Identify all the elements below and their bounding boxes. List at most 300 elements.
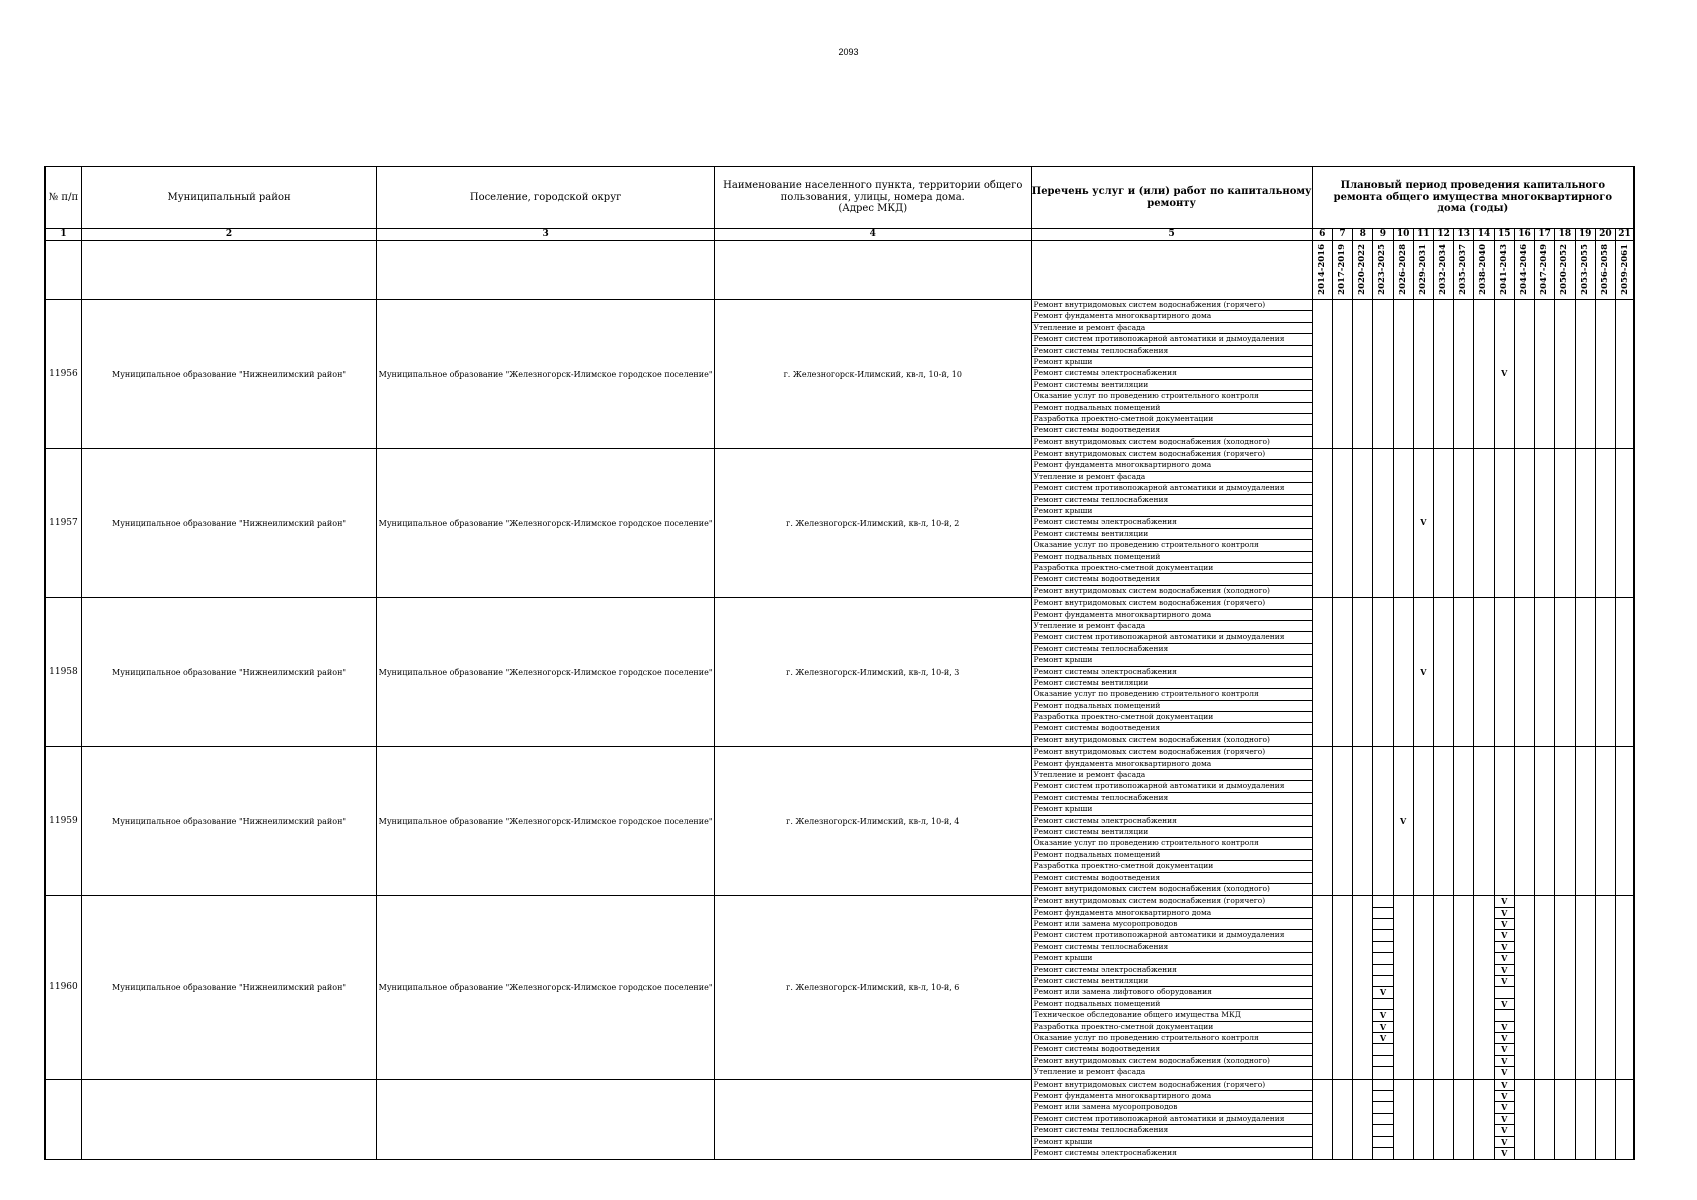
period-subcell xyxy=(1313,942,1332,953)
period-subcell xyxy=(1353,850,1372,861)
period-subcell xyxy=(1373,380,1392,391)
period-subcell xyxy=(1535,861,1554,872)
period-subcell xyxy=(1555,930,1574,941)
period-subcell xyxy=(1353,483,1372,494)
period-subcell xyxy=(1373,793,1392,804)
period-subcell xyxy=(1394,346,1413,357)
period-subcell xyxy=(1454,678,1473,689)
period-subcell xyxy=(1394,610,1413,621)
period-subcell xyxy=(1495,506,1514,517)
period-subcell xyxy=(1434,495,1453,506)
period-subcell xyxy=(1535,574,1554,585)
period-subcell xyxy=(1313,380,1332,391)
work-item: Ремонт фундамента многоквартирного дома xyxy=(1032,908,1312,919)
work-item: Ремонт крыши xyxy=(1032,655,1312,666)
period-subcell xyxy=(1333,425,1352,436)
period-subcell xyxy=(1414,747,1433,758)
period-subcell xyxy=(1313,425,1332,436)
period-subcell xyxy=(1596,942,1615,953)
period-subcell xyxy=(1596,552,1615,563)
period-subcell xyxy=(1373,472,1392,483)
period-subcell xyxy=(1353,896,1372,907)
period-subcell xyxy=(1535,1056,1554,1067)
period-subcell xyxy=(1596,311,1615,322)
period-subcell xyxy=(1596,1067,1615,1078)
period-subcell xyxy=(1414,357,1433,368)
period-subcell xyxy=(1596,323,1615,334)
period-subcell xyxy=(1353,598,1372,609)
period-subcell xyxy=(1535,712,1554,723)
period-subcell xyxy=(1313,334,1332,345)
period-subcell xyxy=(1555,1114,1574,1125)
period-subcell xyxy=(1394,483,1413,494)
header-period: Плановый период проведения капитального ремонта общего имущества многоквартирного дома (годы) xyxy=(1312,167,1634,229)
record-settlement: Муниципальное образование "Железногорск-Илимское городское поселение" xyxy=(377,598,715,747)
period-subcell xyxy=(1313,1080,1332,1091)
period-subcell xyxy=(1474,506,1493,517)
period-subcell xyxy=(1596,380,1615,391)
period-subcell xyxy=(1454,1091,1473,1102)
record-row xyxy=(45,747,1634,896)
period-subcell xyxy=(1596,414,1615,425)
period-subcell xyxy=(1333,861,1352,872)
period-subcell xyxy=(1576,368,1595,379)
period-subcell xyxy=(1616,930,1633,941)
period-subcell xyxy=(1616,517,1633,528)
period-subcell xyxy=(1454,563,1473,574)
period-subcell xyxy=(1414,735,1433,746)
period-subcell xyxy=(1454,1125,1473,1136)
period-subcell xyxy=(1495,391,1514,402)
period-subcell xyxy=(1616,621,1633,632)
period-subcell xyxy=(1515,1114,1534,1125)
period-subcell xyxy=(1454,701,1473,712)
schedule-mark: V xyxy=(1501,368,1508,379)
period-subcell xyxy=(1313,861,1332,872)
period-subcell xyxy=(1353,506,1372,517)
period-subcell xyxy=(1454,425,1473,436)
period-subcell xyxy=(1313,1056,1332,1067)
period-subcell xyxy=(1616,1114,1633,1125)
period-subcell xyxy=(1394,965,1413,976)
period-subcell xyxy=(1555,403,1574,414)
period-subcell xyxy=(1576,667,1595,678)
header-address: Наименование населенного пункта, территории общего пользования, улицы, номера дома. (Адрес МКД) xyxy=(714,167,1031,229)
period-subcell xyxy=(1333,414,1352,425)
period-subcell xyxy=(1414,896,1433,907)
period-subcell xyxy=(1454,506,1473,517)
schedule-mark: V xyxy=(1420,517,1427,528)
period-subcell xyxy=(1616,529,1633,540)
period-cell xyxy=(1454,1079,1474,1160)
work-item: Утепление и ремонт фасада xyxy=(1032,472,1312,483)
period-subcell xyxy=(1373,770,1392,781)
period-subcell xyxy=(1576,1102,1595,1113)
period-subcell xyxy=(1434,1102,1453,1113)
period-subcell xyxy=(1576,403,1595,414)
period-subcell xyxy=(1555,437,1574,448)
period-subcell xyxy=(1535,483,1554,494)
work-item: Оказание услуг по проведению строительного контроля xyxy=(1032,838,1312,849)
period-header xyxy=(1312,241,1332,300)
period-subcell xyxy=(1394,1148,1413,1159)
period-subcell xyxy=(1434,701,1453,712)
period-subcell xyxy=(1616,495,1633,506)
period-cell xyxy=(1433,747,1453,896)
period-subcell xyxy=(1353,747,1372,758)
period-subcell xyxy=(1313,540,1332,551)
work-item: Ремонт внутридомовых систем водоснабжения (холодного) xyxy=(1032,1056,1312,1067)
period-subcell xyxy=(1515,1137,1534,1148)
period-subcell xyxy=(1535,747,1554,758)
period-subcell xyxy=(1596,712,1615,723)
period-subcell xyxy=(1313,1125,1332,1136)
period-subcell xyxy=(1454,1137,1473,1148)
period-subcell xyxy=(1616,723,1633,734)
period-subcell xyxy=(1434,712,1453,723)
period-subcell xyxy=(1474,759,1493,770)
period-subcell xyxy=(1576,1137,1595,1148)
period-subcell xyxy=(1434,1067,1453,1078)
period-subcell xyxy=(1515,861,1534,872)
period-subcell xyxy=(1515,987,1534,998)
period-subcell xyxy=(1495,827,1514,838)
period-subcell xyxy=(1515,610,1534,621)
period-subcell xyxy=(1535,735,1554,746)
periods-spacer xyxy=(81,241,376,300)
period-header xyxy=(1555,241,1575,300)
period-subcell xyxy=(1333,323,1352,334)
period-subcell xyxy=(1474,357,1493,368)
period-subcell xyxy=(1373,368,1392,379)
period-subcell xyxy=(1474,723,1493,734)
period-subcell xyxy=(1555,414,1574,425)
period-subcell xyxy=(1434,1056,1453,1067)
period-subcell xyxy=(1555,644,1574,655)
period-subcell xyxy=(1454,380,1473,391)
schedule-mark: V xyxy=(1495,953,1514,964)
period-subcell xyxy=(1576,644,1595,655)
period-subcell xyxy=(1434,850,1453,861)
period-subcell xyxy=(1454,300,1473,311)
period-subcell xyxy=(1535,368,1554,379)
period-subcell xyxy=(1515,311,1534,322)
period-cell xyxy=(1494,1079,1514,1160)
period-subcell xyxy=(1333,987,1352,998)
period-subcell xyxy=(1474,540,1493,551)
period-cell xyxy=(1474,300,1494,449)
period-subcell xyxy=(1535,517,1554,528)
period-subcell xyxy=(1474,586,1493,597)
period-subcell xyxy=(1515,850,1534,861)
period-subcell xyxy=(1353,1022,1372,1033)
period-subcell xyxy=(1333,689,1352,700)
period-subcell xyxy=(1434,804,1453,815)
period-subcell xyxy=(1535,689,1554,700)
period-subcell xyxy=(1434,919,1453,930)
period-subcell xyxy=(1596,701,1615,712)
period-subcell xyxy=(1596,357,1615,368)
period-subcell xyxy=(1555,908,1574,919)
periods-spacer xyxy=(377,241,715,300)
period-subcell xyxy=(1454,930,1473,941)
period-subcell xyxy=(1333,884,1352,895)
period-subcell xyxy=(1373,449,1392,460)
period-subcell xyxy=(1576,1114,1595,1125)
period-subcell xyxy=(1414,449,1433,460)
period-subcell xyxy=(1495,1010,1514,1021)
period-subcell xyxy=(1333,300,1352,311)
period-subcell xyxy=(1596,1080,1615,1091)
work-item: Ремонт подвальных помещений xyxy=(1032,999,1312,1010)
period-subcell xyxy=(1474,483,1493,494)
period-subcell xyxy=(1576,1067,1595,1078)
period-subcell xyxy=(1576,1148,1595,1159)
period-subcell xyxy=(1414,976,1433,987)
period-subcell xyxy=(1555,987,1574,998)
period-subcell xyxy=(1333,586,1352,597)
period-subcell xyxy=(1414,380,1433,391)
period-subcell xyxy=(1616,437,1633,448)
work-item: Утепление и ремонт фасада xyxy=(1032,323,1312,334)
period-subcell xyxy=(1515,655,1534,666)
period-subcell xyxy=(1535,1010,1554,1021)
period-subcell xyxy=(1414,723,1433,734)
period-subcell xyxy=(1555,506,1574,517)
period-subcell xyxy=(1414,987,1433,998)
period-subcell xyxy=(1394,323,1413,334)
period-subcell xyxy=(1515,827,1534,838)
period-cell xyxy=(1454,598,1474,747)
period-subcell xyxy=(1414,1091,1433,1102)
work-item: Ремонт системы теплоснабжения xyxy=(1032,495,1312,506)
period-subcell xyxy=(1576,574,1595,585)
period-subcell xyxy=(1434,552,1453,563)
period-subcell xyxy=(1535,425,1554,436)
period-subcell xyxy=(1596,965,1615,976)
period-subcell xyxy=(1474,1044,1493,1055)
period-subcell xyxy=(1555,472,1574,483)
period-subcell xyxy=(1373,884,1392,895)
work-item: Ремонт внутридомовых систем водоснабжения (горячего) xyxy=(1032,598,1312,609)
period-subcell xyxy=(1495,552,1514,563)
period-subcell xyxy=(1596,517,1615,528)
period-subcell xyxy=(1535,472,1554,483)
period-subcell xyxy=(1414,781,1433,792)
period-subcell xyxy=(1515,425,1534,436)
period-subcell xyxy=(1353,816,1372,827)
period-subcell xyxy=(1434,723,1453,734)
period-subcell xyxy=(1394,1067,1413,1078)
period-subcell xyxy=(1515,632,1534,643)
period-subcell xyxy=(1555,425,1574,436)
period-subcell xyxy=(1333,942,1352,953)
period-subcell xyxy=(1495,323,1514,334)
period-subcell xyxy=(1616,403,1633,414)
period-subcell xyxy=(1474,919,1493,930)
period-subcell xyxy=(1515,999,1534,1010)
period-subcell xyxy=(1394,334,1413,345)
work-item: Ремонт систем противопожарной автоматики и дымоудаления xyxy=(1032,930,1312,941)
period-subcell xyxy=(1373,1125,1392,1136)
period-subcell xyxy=(1394,861,1413,872)
period-subcell xyxy=(1313,368,1332,379)
period-subcell xyxy=(1495,804,1514,815)
period-subcell xyxy=(1333,460,1352,471)
header-district: Муниципальный район xyxy=(81,167,376,229)
period-subcell xyxy=(1434,896,1453,907)
period-subcell xyxy=(1535,391,1554,402)
period-subcell xyxy=(1616,701,1633,712)
period-subcell xyxy=(1313,632,1332,643)
period-subcell xyxy=(1414,552,1433,563)
period-subcell xyxy=(1373,552,1392,563)
period-subcell xyxy=(1535,1022,1554,1033)
period-subcell xyxy=(1555,621,1574,632)
period-subcell xyxy=(1333,770,1352,781)
period-subcell xyxy=(1353,644,1372,655)
period-cell xyxy=(1615,598,1634,747)
record-address: г. Железногорск-Илимский, кв-л, 10-й, 2 xyxy=(714,449,1031,598)
period-cell xyxy=(1514,747,1534,896)
period-subcell xyxy=(1474,884,1493,895)
period-subcell xyxy=(1394,425,1413,436)
period-subcell xyxy=(1616,1102,1633,1113)
period-subcell xyxy=(1333,896,1352,907)
period-subcell xyxy=(1576,563,1595,574)
period-subcell xyxy=(1515,667,1534,678)
period-label: 2059-2061 xyxy=(1619,244,1630,295)
period-subcell xyxy=(1373,334,1392,345)
period-subcell xyxy=(1596,610,1615,621)
period-subcell xyxy=(1555,873,1574,884)
period-label: 2035-2037 xyxy=(1458,244,1469,295)
period-subcell xyxy=(1333,495,1352,506)
period-subcell xyxy=(1313,884,1332,895)
period-subcell xyxy=(1394,632,1413,643)
period-subcell xyxy=(1313,816,1332,827)
period-subcell xyxy=(1616,1056,1633,1067)
period-subcell xyxy=(1474,804,1493,815)
period-subcell xyxy=(1555,563,1574,574)
period-subcell xyxy=(1474,930,1493,941)
period-subcell xyxy=(1474,999,1493,1010)
period-cell xyxy=(1413,896,1433,1079)
period-subcell xyxy=(1454,472,1473,483)
period-subcell xyxy=(1313,735,1332,746)
period-subcell xyxy=(1616,793,1633,804)
period-subcell xyxy=(1616,953,1633,964)
period-subcell xyxy=(1394,712,1413,723)
period-subcell xyxy=(1313,999,1332,1010)
period-subcell xyxy=(1515,380,1534,391)
period-subcell xyxy=(1596,1148,1615,1159)
period-cell xyxy=(1535,1079,1555,1160)
period-subcell xyxy=(1535,827,1554,838)
period-subcell xyxy=(1495,414,1514,425)
period-subcell xyxy=(1474,1114,1493,1125)
work-item: Ремонт внутридомовых систем водоснабжения (горячего) xyxy=(1032,747,1312,758)
period-subcell xyxy=(1616,506,1633,517)
schedule-mark: V xyxy=(1495,1022,1514,1033)
period-subcell xyxy=(1616,368,1633,379)
period-subcell xyxy=(1474,437,1493,448)
period-cell xyxy=(1312,1079,1332,1160)
period-subcell xyxy=(1333,1044,1352,1055)
period-subcell xyxy=(1576,1080,1595,1091)
period-subcell xyxy=(1515,838,1534,849)
period-subcell xyxy=(1474,517,1493,528)
period-subcell xyxy=(1333,517,1352,528)
period-subcell xyxy=(1454,838,1473,849)
period-subcell xyxy=(1373,610,1392,621)
column-number: 15 xyxy=(1494,229,1514,241)
period-subcell xyxy=(1495,735,1514,746)
period-subcell xyxy=(1373,644,1392,655)
period-subcell xyxy=(1353,357,1372,368)
period-cell xyxy=(1595,1079,1615,1160)
record-settlement: Муниципальное образование "Железногорск-Илимское городское поселение" xyxy=(377,449,715,598)
period-subcell xyxy=(1454,942,1473,953)
period-cell xyxy=(1312,449,1332,598)
period-subcell xyxy=(1333,437,1352,448)
period-subcell xyxy=(1373,391,1392,402)
period-subcell xyxy=(1474,712,1493,723)
period-subcell xyxy=(1576,678,1595,689)
period-cell xyxy=(1332,1079,1352,1160)
period-subcell xyxy=(1555,1137,1574,1148)
period-subcell xyxy=(1535,919,1554,930)
period-subcell xyxy=(1495,610,1514,621)
period-cell xyxy=(1595,598,1615,747)
period-subcell xyxy=(1495,437,1514,448)
period-subcell xyxy=(1596,735,1615,746)
period-subcell xyxy=(1576,311,1595,322)
period-subcell xyxy=(1353,1067,1372,1078)
period-subcell xyxy=(1373,965,1392,976)
period-cell xyxy=(1433,1079,1453,1160)
period-subcell xyxy=(1616,1080,1633,1091)
period-cell xyxy=(1413,598,1433,747)
period-subcell xyxy=(1474,414,1493,425)
period-subcell xyxy=(1596,1137,1615,1148)
period-subcell xyxy=(1313,873,1332,884)
period-subcell xyxy=(1454,391,1473,402)
period-subcell xyxy=(1495,472,1514,483)
period-subcell xyxy=(1616,827,1633,838)
period-cell xyxy=(1373,598,1393,747)
period-subcell xyxy=(1515,472,1534,483)
period-subcell xyxy=(1333,1067,1352,1078)
period-subcell xyxy=(1515,747,1534,758)
period-subcell xyxy=(1555,1102,1574,1113)
period-subcell xyxy=(1434,689,1453,700)
period-subcell xyxy=(1454,655,1473,666)
period-subcell xyxy=(1373,1056,1392,1067)
period-subcell xyxy=(1434,380,1453,391)
period-subcell xyxy=(1394,311,1413,322)
period-subcell xyxy=(1333,610,1352,621)
period-subcell xyxy=(1434,1091,1453,1102)
period-subcell xyxy=(1434,816,1453,827)
period-subcell xyxy=(1474,563,1493,574)
period-subcell xyxy=(1313,1010,1332,1021)
period-subcell xyxy=(1313,574,1332,585)
period-subcell xyxy=(1353,861,1372,872)
period-subcell xyxy=(1414,953,1433,964)
period-subcell xyxy=(1616,1022,1633,1033)
period-subcell xyxy=(1394,1080,1413,1091)
